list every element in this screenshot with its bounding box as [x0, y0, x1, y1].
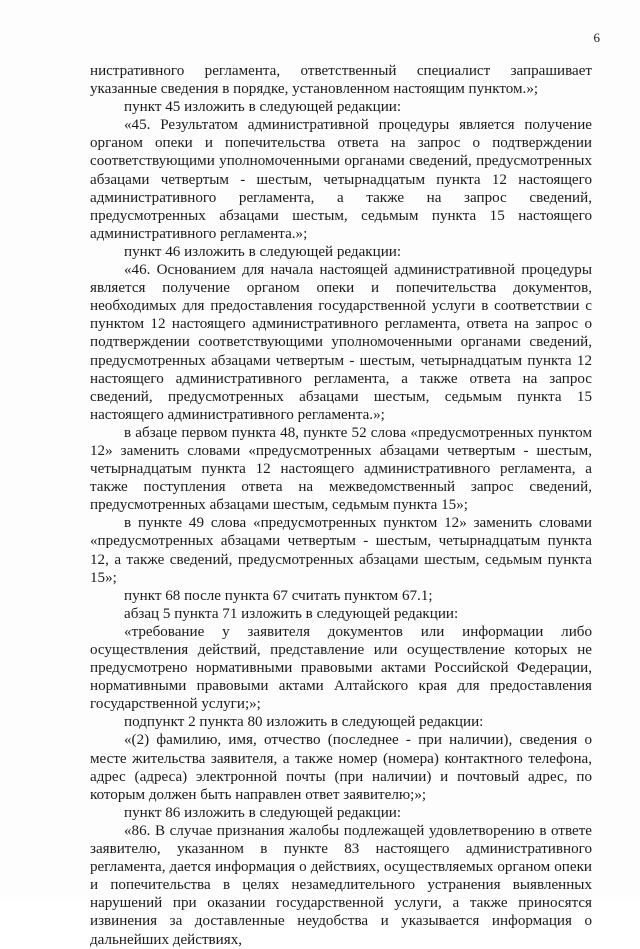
paragraph: пункт 46 изложить в следующей редакции: — [124, 243, 402, 260]
page-number: 6 — [593, 30, 600, 45]
paragraph: абзац 5 пункта 71 изложить в следующей редакции: — [124, 605, 459, 622]
paragraph: пункт 45 изложить в следующей редакции: — [124, 99, 402, 116]
paragraph: «46. Основанием для начала настоящей административной процедуры является получение органом опеки и попечительства документов, необходимых для предоставления государственной услуги в соответствии с пунктом 12 настоящего административного регламента, ответа на запрос о подтверждении соответствующими уполномоченными органами сведений, предусмотренных абзацами четвертым - шестым, четырнадцатым пункта 12 настоящего административного регламента, а также ответа на запрос сведений, предусмотренных абзацами шестым, седьмым пункта 15 настоящего административного регламента.»; — [90, 262, 592, 423]
continued-paragraph: нистративного регламента, ответственный специалист запрашивает указанные сведения в порядке, установленном настоящим пунктом.»; — [90, 63, 592, 98]
paragraph: подпункт 2 пункта 80 изложить в следующей редакции: — [124, 714, 484, 731]
paragraph: пункт 68 после пункта 67 считать пунктом 67.1; — [124, 587, 433, 604]
paragraph: в абзаце первом пункта 48, пункте 52 слова «предусмотренных пунктом 12» заменить словами «предусмотренных абзацами четвертым - шестым, четырнадцатым пункта 12 настоящего административного регламента, а также поступления ответа на межведомственный запрос сведений, предусмотренных абзацами шестым, седьмым пункта 15»; — [90, 424, 592, 514]
paragraph: «86. В случае признания жалобы подлежащей удовлетворению в ответе заявителю, указанном в пункте 83 настоящего административного регламента, дается информация о действиях, осуществляемых органом опеки и попечительства в целях незамедлительного устранения выявленных нарушений при оказании государственной услуги, а также приносятся извинения за доставленные неудобства и указывается информация о дальнейших действиях, — [90, 822, 592, 948]
paragraph: «45. Результатом административной процедуры является получение органом опеки и попечительства ответа на запрос о подтверждении соответствующими уполномоченными органами сведений, предусмотренных абзацами четвертым - шестым, четырнадцатым пункта 12 настоящего административного регламента, а также на запрос сведений, предусмотренных абзацами шестым, седьмым пункта 15 настоящего административного регламента.»; — [90, 117, 592, 242]
paragraph: пункт 86 изложить в следующей редакции: — [124, 804, 402, 821]
paragraph: «(2) фамилию, имя, отчество (последнее - при наличии), сведения о месте жительства заявителя, а также номер (номера) контактного телефона, адрес (адреса) электронной почты (при наличии) и почтовый адрес, по которым должен быть направлен ответ заявителю;»; — [90, 732, 592, 803]
paragraph: в пункте 49 слова «предусмотренных пунктом 12» заменить словами «предусмотренных абзацами четвертым - шестым, четырнадцатым пункта 12, а также сведений, предусмотренных абзацами шестым, седьмым пункта 15»; — [90, 515, 592, 586]
document-body — [90, 62, 592, 949]
paragraph: «требование у заявителя документов или информации либо осуществления действий, представление или осуществление которых не предусмотрено нормативными правовыми актами Российской Федерации, нормативными правовыми актами Алтайского края для предоставления государственной услуги;»; — [90, 623, 592, 713]
